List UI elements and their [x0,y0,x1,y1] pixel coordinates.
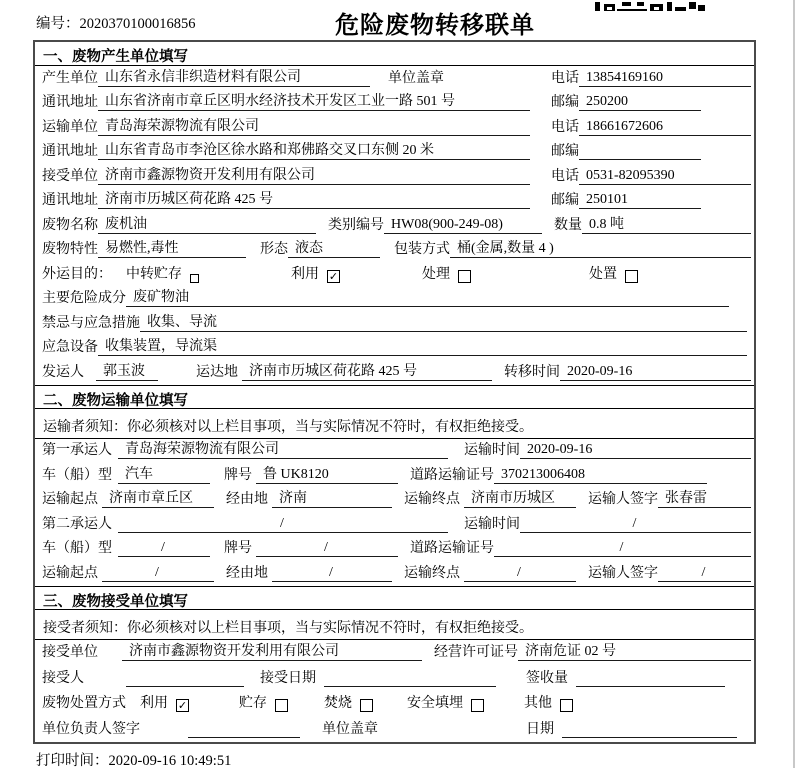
form-number-label: 编号： [36,16,80,32]
transporter-sign-label: 运输人签字 [588,492,658,507]
receiver-notice: 接受者须知：你必须核对以上栏目事项，当与实际情况不符时，有权拒绝接受。 [35,610,754,640]
zip-label: 邮编 [551,144,579,159]
property-label: 废物特性 [42,242,98,257]
address-label: 通讯地址 [42,144,98,159]
road-license-label: 道路运输证号 [410,541,494,556]
origin2-value: / [102,565,214,582]
form-value: 液态 [288,237,380,258]
origin-label: 运输起点 [42,565,98,581]
head-sign-label: 单位负责人签字 [42,721,140,737]
disposal-option-label: 贮存 [239,696,267,711]
plate2-value: / [256,540,398,557]
road-license1-value: 370213006408 [494,467,707,484]
disposal-option-label: 其他 [524,696,552,711]
disposal-row [35,691,754,717]
disposal-label: 废物处置方式 [42,696,126,711]
transfer-time-value: 2020-09-16 [560,364,751,381]
transporter-sign2-value: / [658,565,751,582]
destination-value: 济南市历城区荷花路 425 号 [242,360,492,381]
transport-time2-value: / [520,516,751,533]
vehicle-type2-value: / [118,540,210,557]
disposal-option-label: 安全填埋 [407,696,463,711]
carrier2-value: / [118,516,448,533]
route1-row [35,488,754,513]
producer-zip-value: 250200 [579,94,701,111]
head-sign-value [188,737,300,738]
quantity-value: 0.8 吨 [582,213,751,234]
form-number-value: 2020370100016856 [79,16,196,32]
transporter-address-value: 山东省青岛市李沧区徐水路和郑佛路交叉口东侧 20 米 [98,139,530,160]
taboo-value: 收集、导流 [140,311,747,332]
transporter-row [35,115,754,140]
receiver-address-row [35,189,754,214]
endpoint-label: 运输终点 [404,492,460,507]
checkbox-transfer-storage [190,274,199,283]
carrier1-label: 第一承运人 [42,443,112,458]
waste-name-row [35,213,754,238]
purpose-option-label: 处理 [422,266,450,282]
receiver-row [35,164,754,189]
route2-row [35,561,754,586]
via2-value: / [272,565,392,582]
carrier2-row [35,512,754,537]
checkbox-landfill [471,699,484,712]
transfer-time-label: 转移时间 [504,364,560,380]
section3-header: 三、废物接受单位填写 [35,586,754,610]
print-time-label: 打印时间： [36,753,109,768]
danger-value: 废矿物油 [126,286,729,307]
receiver-address-value: 济南市历城区荷花路 425 号 [98,188,530,209]
transfer-form-table [33,40,756,744]
road-license-label: 道路运输证号 [410,467,494,483]
transporter-address-row [35,140,754,165]
vehicle1-row [35,463,754,488]
packing-value: 桶(金属,数量 4 ) [450,237,751,258]
danger-label: 主要危险成分 [42,291,126,306]
receiver-zip-value: 250101 [579,192,701,209]
vehicle2-row [35,537,754,562]
business-license-value: 济南危证 02 号 [518,640,751,661]
origin-label: 运输起点 [42,492,98,507]
head-sign-row [35,716,754,742]
accept-date-label: 接受日期 [260,670,316,686]
phone-label: 电话 [551,70,579,86]
shipper-label: 发运人 [42,364,84,380]
acceptor-value [126,686,244,687]
checkbox-other [560,699,573,712]
receiver-label: 接受单位 [42,168,98,184]
packing-label: 包装方式 [394,242,450,257]
transporter-value: 青岛海荣源物流有限公司 [98,115,530,136]
transporter-phone-value: 18661672606 [579,119,751,136]
quantity-label: 数量 [554,217,582,233]
accept-unit-label: 接受单位 [42,645,98,660]
producer-phone-value: 13854169160 [579,70,751,87]
purpose-option-label: 处置 [589,266,617,282]
category-value: HW08(900-249-08) [384,217,542,234]
page-title: 危险废物转移联单 [335,13,535,39]
shipper-value: 郭玉波 [96,360,158,381]
print-time-value: 2020-09-16 10:49:51 [108,753,232,768]
via1-value: 济南 [272,487,392,508]
accept-unit-row [35,640,754,666]
plate-label: 牌号 [224,467,252,483]
transporter-sign-label: 运输人签字 [588,565,658,581]
via-label: 经由地 [226,565,268,581]
checkbox-utilize: ✓ [328,269,339,283]
acceptor-row [35,665,754,691]
zip-label: 邮编 [551,95,579,110]
purpose-label: 外运目的： [42,266,112,282]
purpose-option-label: 利用 [291,266,319,282]
carrier1-value: 青岛海荣源物流有限公司 [118,438,448,459]
equipment-row [35,336,754,361]
taboo-label: 禁忌与应急措施 [42,315,140,331]
producer-address-row [35,91,754,116]
accept-date-value [324,686,496,687]
signed-amount-value [576,686,725,687]
waste-property-row [35,238,754,263]
producer-row [35,66,754,91]
signed-amount-label: 签收量 [526,670,568,686]
receiver-value: 济南市鑫源物资开发利用有限公司 [98,164,530,185]
checkbox-storage [275,699,288,712]
equipment-label: 应急设备 [42,340,98,355]
road-license2-value: / [494,540,751,557]
qr-code-fragment [595,0,705,11]
via-label: 经由地 [226,492,268,507]
waste-name-value: 废机油 [98,213,316,234]
checkbox-dispose [625,270,638,283]
date-label: 日期 [526,721,554,737]
transporter-notice: 运输者须知：你必须核对以上栏目事项，当与实际情况不符时，有权拒绝接受。 [35,409,754,439]
purpose-option-label: 中转贮存 [126,266,182,282]
purpose-row [35,262,754,287]
equipment-value: 收集装置，导流渠 [98,335,747,356]
vehicle-type-label: 车（船）型 [42,541,112,556]
form-label: 形态 [260,242,288,257]
print-time [36,749,231,768]
disposal-option-label: 焚烧 [324,696,352,711]
transporter-sign1-value: 张春雷 [658,487,751,508]
transporter-zip-value [579,159,701,160]
section1-header: 一、废物产生单位填写 [35,42,754,66]
category-label: 类别编号 [328,217,384,233]
checkbox-treat [458,270,471,283]
vehicle-type1-value: 汽车 [118,463,210,484]
phone-label: 电话 [551,168,579,184]
destination-label: 运达地 [196,364,238,380]
phone-label: 电话 [551,119,579,135]
endpoint1-value: 济南市历城区 [464,487,576,508]
accept-unit-value: 济南市鑫源物资开发利用有限公司 [122,640,422,661]
business-license-label: 经营许可证号 [434,645,518,660]
property-value: 易燃性,毒性 [98,237,246,258]
shipper-row [35,360,754,385]
transport-time-label: 运输时间 [464,516,520,532]
origin1-value: 济南市章丘区 [102,487,214,508]
seal-label: 单位盖章 [388,70,444,86]
producer-label: 产生单位 [42,70,98,86]
endpoint2-value: / [464,565,576,582]
producer-address-value: 山东省济南市章丘区明水经济技术开发区工业一路 501 号 [98,90,530,111]
section2-header: 二、废物运输单位填写 [35,385,754,409]
date-value [562,737,737,738]
carrier2-label: 第二承运人 [42,516,112,532]
plate1-value: 鲁 UK8120 [256,463,398,484]
waste-name-label: 废物名称 [42,217,98,233]
disposal-option-label: 利用 [140,696,168,711]
transport-time1-value: 2020-09-16 [520,442,751,459]
carrier1-row [35,439,754,464]
page-right-edge [793,0,795,768]
producer-value: 山东省永信非织造材料有限公司 [98,66,370,87]
zip-label: 邮编 [551,193,579,208]
unit-seal-label: 单位盖章 [322,721,378,737]
endpoint-label: 运输终点 [404,565,460,581]
plate-label: 牌号 [224,541,252,556]
transport-time-label: 运输时间 [464,443,520,458]
address-label: 通讯地址 [42,95,98,110]
checkbox-utilize-receive: ✓ [177,699,188,712]
taboo-row [35,311,754,336]
receiver-phone-value: 0531-82095390 [579,168,751,185]
address-label: 通讯地址 [42,193,98,208]
acceptor-label: 接受人 [42,670,84,686]
vehicle-type-label: 车（船）型 [42,467,112,483]
danger-row [35,287,754,312]
checkbox-incinerate [360,699,373,712]
transporter-label: 运输单位 [42,119,98,135]
